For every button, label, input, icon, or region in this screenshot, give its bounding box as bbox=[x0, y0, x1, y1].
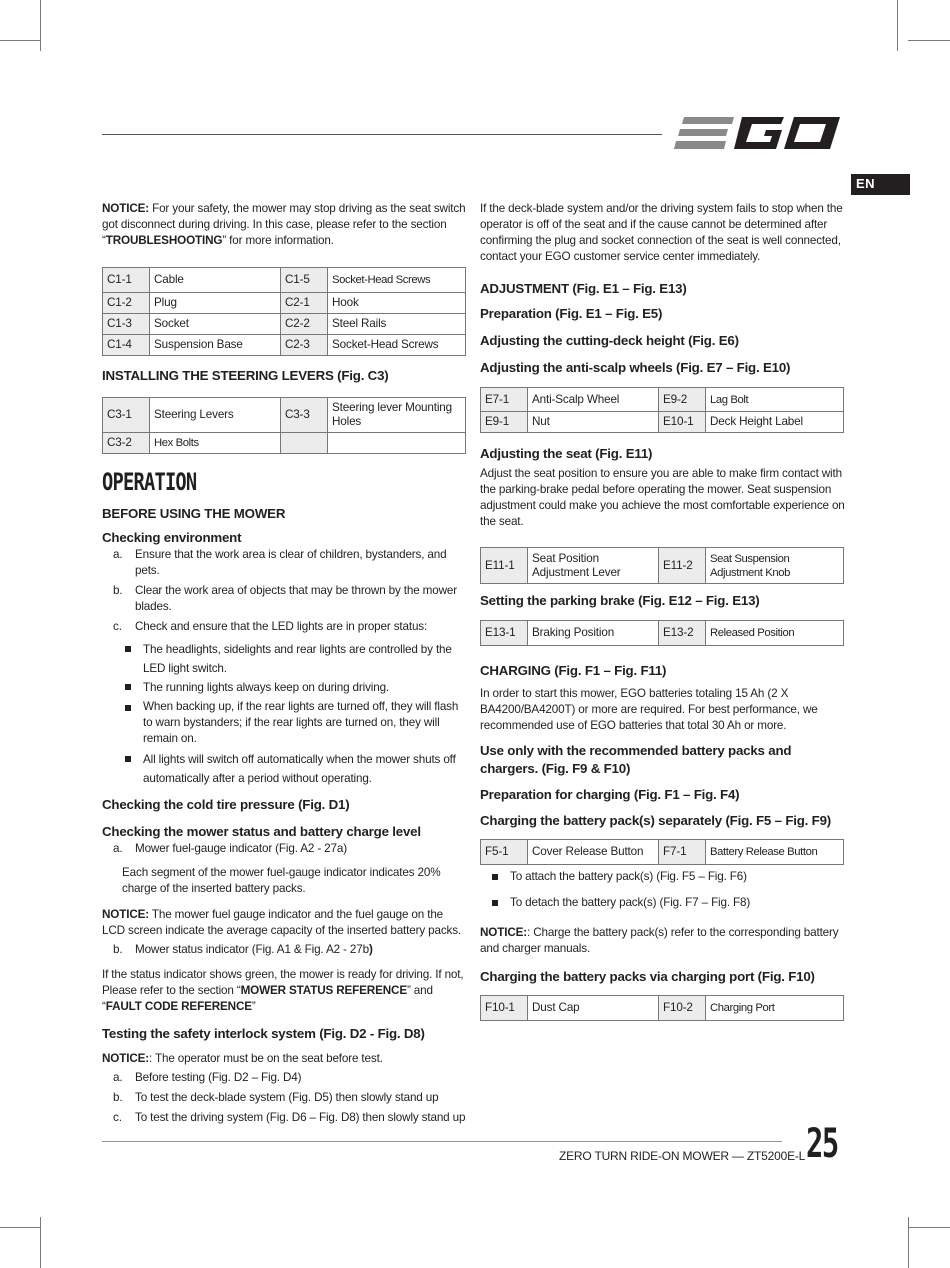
parts-table-c bbox=[102, 267, 466, 356]
notice-paragraph bbox=[102, 907, 468, 939]
part-name: Steering Levers bbox=[150, 398, 281, 433]
bullet-text: To attach the battery pack(s) (Fig. F5 – Fig. F6) bbox=[510, 870, 747, 883]
cold-tire-heading: Checking the cold tire pressure (Fig. D1) bbox=[102, 797, 350, 812]
table-row bbox=[481, 388, 844, 412]
charging-paragraph: In order to start this mower, EGO batteries totaling 15 Ah (2 X BA4200/BA4200T) or more are required. For best performance, we recommended use of EGO batteries that total 30 Ah or more. bbox=[480, 687, 818, 732]
list-marker: b. bbox=[113, 584, 123, 597]
part-code: C1-4 bbox=[103, 335, 150, 356]
part-name: Anti-Scalp Wheel bbox=[528, 388, 659, 412]
notice-text: : The operator must be on the seat before test. bbox=[149, 1052, 383, 1065]
status-text: If the status indicator shows green, the mower is ready for driving. If not, Please refer to the section “ bbox=[102, 968, 464, 997]
part-name: Released Position bbox=[706, 621, 844, 646]
part-name: Cover Release Button bbox=[528, 840, 659, 865]
fuel-gauge-description: Each segment of the mower fuel-gauge indicator indicates 20% charge of the inserted battery packs. bbox=[122, 866, 441, 895]
before-using-heading: BEFORE USING THE MOWER bbox=[102, 506, 286, 521]
adjustment-heading: ADJUSTMENT (Fig. E1 – Fig. E13) bbox=[480, 281, 687, 296]
mower-status-heading: Checking the mower status and battery charge level bbox=[102, 824, 421, 839]
list-item bbox=[102, 583, 468, 615]
table-row bbox=[481, 840, 844, 865]
notice-paragraph bbox=[480, 925, 846, 957]
charging-heading: CHARGING (Fig. F1 – Fig. F11) bbox=[480, 663, 667, 678]
part-code: E9-1 bbox=[481, 412, 528, 433]
part-code: E11-2 bbox=[659, 548, 706, 584]
language-tab: EN bbox=[851, 174, 910, 195]
part-code: C1-3 bbox=[103, 314, 150, 335]
part-code: E9-2 bbox=[659, 388, 706, 412]
list-text: Check and ensure that the LED lights are in proper status: bbox=[135, 620, 428, 633]
preparation-heading: Preparation (Fig. E1 – Fig. E5) bbox=[480, 306, 663, 321]
notice-label: NOTICE: bbox=[102, 1052, 149, 1065]
notice-bold: TROUBLESHOOTING bbox=[105, 234, 223, 247]
part-name: Hex Bolts bbox=[150, 433, 281, 454]
part-name: Steel Rails bbox=[328, 314, 466, 335]
checking-environment-heading: Checking environment bbox=[102, 530, 242, 545]
crop-mark bbox=[908, 40, 950, 41]
parts-table-e11 bbox=[480, 547, 844, 584]
part-code: C2-2 bbox=[281, 314, 328, 335]
crop-mark bbox=[40, 1217, 41, 1268]
part-code: C3-3 bbox=[281, 398, 328, 433]
part-code: C2-1 bbox=[281, 293, 328, 314]
list-text: Mower fuel-gauge indicator (Fig. A2 - 27a) bbox=[135, 842, 347, 855]
list-marker: a. bbox=[113, 842, 123, 855]
bullet-square-icon bbox=[492, 874, 498, 880]
bullet-square-icon bbox=[492, 900, 498, 906]
separately-heading: Charging the battery pack(s) separately (Fig. F5 – Fig. F9) bbox=[480, 813, 831, 828]
notice-label: NOTICE: bbox=[102, 202, 149, 215]
part-name: Steering lever Mounting Holes bbox=[328, 398, 466, 433]
crop-mark bbox=[908, 1227, 950, 1228]
crop-mark bbox=[0, 1227, 40, 1228]
status-paragraph bbox=[102, 967, 468, 1015]
list-text: Ensure that the work area is clear of children, bystanders, and pets. bbox=[135, 548, 447, 577]
list-marker: a. bbox=[113, 548, 123, 561]
table-row bbox=[103, 433, 466, 454]
notice-text: : Charge the battery pack(s) refer to the corresponding battery and charger manuals. bbox=[480, 926, 839, 955]
notice-paragraph bbox=[102, 1051, 468, 1067]
part-name: Suspension Base bbox=[150, 335, 281, 356]
list-marker: c. bbox=[113, 620, 122, 633]
bullet-item bbox=[102, 678, 468, 697]
seat-heading: Adjusting the seat (Fig. E11) bbox=[480, 446, 653, 461]
part-name: Nut bbox=[528, 412, 659, 433]
part-code: E7-1 bbox=[481, 388, 528, 412]
footer-title: ZERO TURN RIDE-ON MOWER — ZT5200E-L bbox=[559, 1149, 806, 1163]
table-row bbox=[481, 996, 844, 1021]
interlock-list bbox=[102, 1070, 468, 1126]
deck-height-heading: Adjusting the cutting-deck height (Fig. E6) bbox=[480, 333, 739, 348]
bullet-item bbox=[102, 750, 468, 788]
left-column bbox=[102, 201, 468, 1126]
parts-table-f10 bbox=[480, 995, 844, 1021]
environment-list bbox=[102, 547, 468, 788]
steering-heading: INSTALLING THE STEERING LEVERS (Fig. C3) bbox=[102, 368, 389, 383]
part-code: F7-1 bbox=[659, 840, 706, 865]
parking-brake-heading: Setting the parking brake (Fig. E12 – Fig. E13) bbox=[480, 593, 760, 608]
list-item bbox=[102, 841, 468, 857]
part-code: E10-1 bbox=[659, 412, 706, 433]
page-number: 25 bbox=[806, 1121, 838, 1167]
list-item bbox=[102, 1110, 468, 1126]
list-item bbox=[102, 619, 468, 635]
table-row bbox=[103, 398, 466, 433]
part-code: F10-1 bbox=[481, 996, 528, 1021]
use-only-heading: Use only with the recommended battery packs and chargers. (Fig. F9 & F10) bbox=[480, 743, 792, 776]
header-rule bbox=[102, 134, 662, 135]
part-code: E13-1 bbox=[481, 621, 528, 646]
part-name: Hook bbox=[328, 293, 466, 314]
list-text: Before testing (Fig. D2 – Fig. D4) bbox=[135, 1071, 302, 1084]
part-name: Seat Suspension Adjustment Knob bbox=[706, 548, 844, 584]
status-list-b bbox=[102, 942, 468, 958]
empty-cell bbox=[281, 433, 328, 454]
bullet-text: The running lights always keep on during driving. bbox=[143, 681, 390, 694]
part-name: Lag Bolt bbox=[706, 388, 844, 412]
bullet-text: To detach the battery pack(s) (Fig. F7 – Fig. F8) bbox=[510, 896, 751, 909]
footer-rule bbox=[102, 1141, 782, 1142]
crop-mark bbox=[897, 0, 898, 51]
list-text: Mower status indicator (Fig. A1 & Fig. A2 - 27b bbox=[135, 943, 369, 956]
table-row bbox=[103, 314, 466, 335]
parts-table-f5 bbox=[480, 839, 844, 865]
part-name: Socket-Head Screws bbox=[328, 335, 466, 356]
notice-label: NOTICE: bbox=[480, 926, 527, 939]
list-text: Clear the work area of objects that may be thrown by the mower blades. bbox=[135, 584, 458, 613]
status-list bbox=[102, 841, 468, 897]
crop-mark bbox=[908, 1217, 909, 1268]
intro-paragraph: If the deck-blade system and/or the driving system fails to stop when the operator is off of the seat and if the cause cannot be determined after confirming the plug and socket connection of the seat is well connected, contact your EGO customer service center immediately. bbox=[480, 202, 843, 263]
bullet-item bbox=[480, 895, 846, 911]
notice-text: For your safety, the mower may stop driving as the seat switch got disconnect during driving. In this case, please refer to the section “ bbox=[102, 202, 466, 247]
crop-mark bbox=[40, 0, 41, 51]
part-code: C2-3 bbox=[281, 335, 328, 356]
part-name: Battery Release Button bbox=[706, 840, 844, 865]
notice-paragraph bbox=[102, 201, 468, 249]
parts-table-e7 bbox=[480, 387, 844, 433]
right-column bbox=[480, 201, 846, 1021]
part-code: E11-1 bbox=[481, 548, 528, 584]
table-row bbox=[481, 621, 844, 646]
part-name: Plug bbox=[150, 293, 281, 314]
part-name: Deck Height Label bbox=[706, 412, 844, 433]
part-name: Charging Port bbox=[706, 996, 844, 1021]
table-row bbox=[103, 335, 466, 356]
list-marker: b. bbox=[113, 1091, 123, 1104]
parts-table-e13 bbox=[480, 620, 844, 646]
bullet-text: When backing up, if the rear lights are turned off, they will flash to warn bystanders; if the rear lights are turned on, they will remain on. bbox=[143, 700, 459, 745]
charging-port-heading: Charging the battery packs via charging port (Fig. F10) bbox=[480, 969, 815, 984]
status-bold: MOWER STATUS REFERENCE bbox=[240, 984, 407, 997]
bullet-square-icon bbox=[125, 705, 131, 711]
part-code: C1-5 bbox=[281, 268, 328, 293]
bullet-square-icon bbox=[125, 646, 131, 652]
interlock-heading: Testing the safety interlock system (Fig. D2 - Fig. D8) bbox=[102, 1026, 425, 1041]
table-row bbox=[481, 548, 844, 584]
part-code: F5-1 bbox=[481, 840, 528, 865]
notice-label: NOTICE: bbox=[102, 908, 149, 921]
crop-mark bbox=[0, 40, 40, 41]
list-text: To test the driving system (Fig. D6 – Fig. D8) then slowly stand up bbox=[135, 1111, 466, 1124]
list-marker: b. bbox=[113, 943, 123, 956]
bullet-square-icon bbox=[125, 684, 131, 690]
bullet-text: The headlights, sidelights and rear lights are controlled by the LED light switch. bbox=[143, 643, 452, 675]
table-row bbox=[103, 268, 466, 293]
part-name: Dust Cap bbox=[528, 996, 659, 1021]
list-text-close: ) bbox=[368, 943, 373, 956]
notice-text: The mower fuel gauge indicator and the fuel gauge on the LCD screen indicate the average capacity of the inserted battery packs. bbox=[102, 908, 462, 937]
notice-text: ” for more information. bbox=[222, 234, 334, 247]
part-code: C3-2 bbox=[103, 433, 150, 454]
table-row bbox=[481, 412, 844, 433]
part-name: Socket-Head Screws bbox=[328, 268, 466, 293]
anti-scalp-heading: Adjusting the anti-scalp wheels (Fig. E7 – Fig. E10) bbox=[480, 360, 791, 375]
part-code: F10-2 bbox=[659, 996, 706, 1021]
status-text: ” bbox=[251, 1000, 256, 1013]
list-marker: c. bbox=[113, 1111, 122, 1124]
bullet-item bbox=[102, 640, 468, 678]
bullet-item bbox=[102, 699, 468, 747]
seat-paragraph: Adjust the seat position to ensure you are able to make firm contact with the parking-brake pedal before operating the mower. Seat suspension adjustment could make you achieve the most comfortable experience on the seat. bbox=[480, 467, 845, 528]
part-code: E13-2 bbox=[659, 621, 706, 646]
bullet-square-icon bbox=[125, 756, 131, 762]
part-code: C3-1 bbox=[103, 398, 150, 433]
bullet-item bbox=[480, 869, 846, 885]
pack-bullets bbox=[480, 869, 846, 911]
part-name: Socket bbox=[150, 314, 281, 335]
part-name: Cable bbox=[150, 268, 281, 293]
part-name: Braking Position bbox=[528, 621, 659, 646]
operation-title: OPERATION bbox=[102, 468, 197, 496]
status-text: ” and “ bbox=[102, 984, 433, 1013]
list-item bbox=[102, 1070, 468, 1086]
status-bold: FAULT CODE REFERENCE bbox=[105, 1000, 252, 1013]
part-code: C1-1 bbox=[103, 268, 150, 293]
list-item bbox=[102, 942, 468, 958]
list-item bbox=[102, 1090, 468, 1106]
list-item bbox=[102, 547, 468, 579]
ego-logo bbox=[672, 112, 844, 154]
parts-table-c3 bbox=[102, 397, 466, 454]
part-code: C1-2 bbox=[103, 293, 150, 314]
list-marker: a. bbox=[113, 1071, 123, 1084]
part-name: Seat Position Adjustment Lever bbox=[528, 548, 659, 584]
prep-charging-heading: Preparation for charging (Fig. F1 – Fig. F4) bbox=[480, 787, 740, 802]
list-text: To test the deck-blade system (Fig. D5) then slowly stand up bbox=[135, 1091, 439, 1104]
table-row bbox=[103, 293, 466, 314]
empty-cell bbox=[328, 433, 466, 454]
bullet-text: All lights will switch off automatically when the mower shuts off automatically after a period without operating. bbox=[143, 753, 456, 785]
